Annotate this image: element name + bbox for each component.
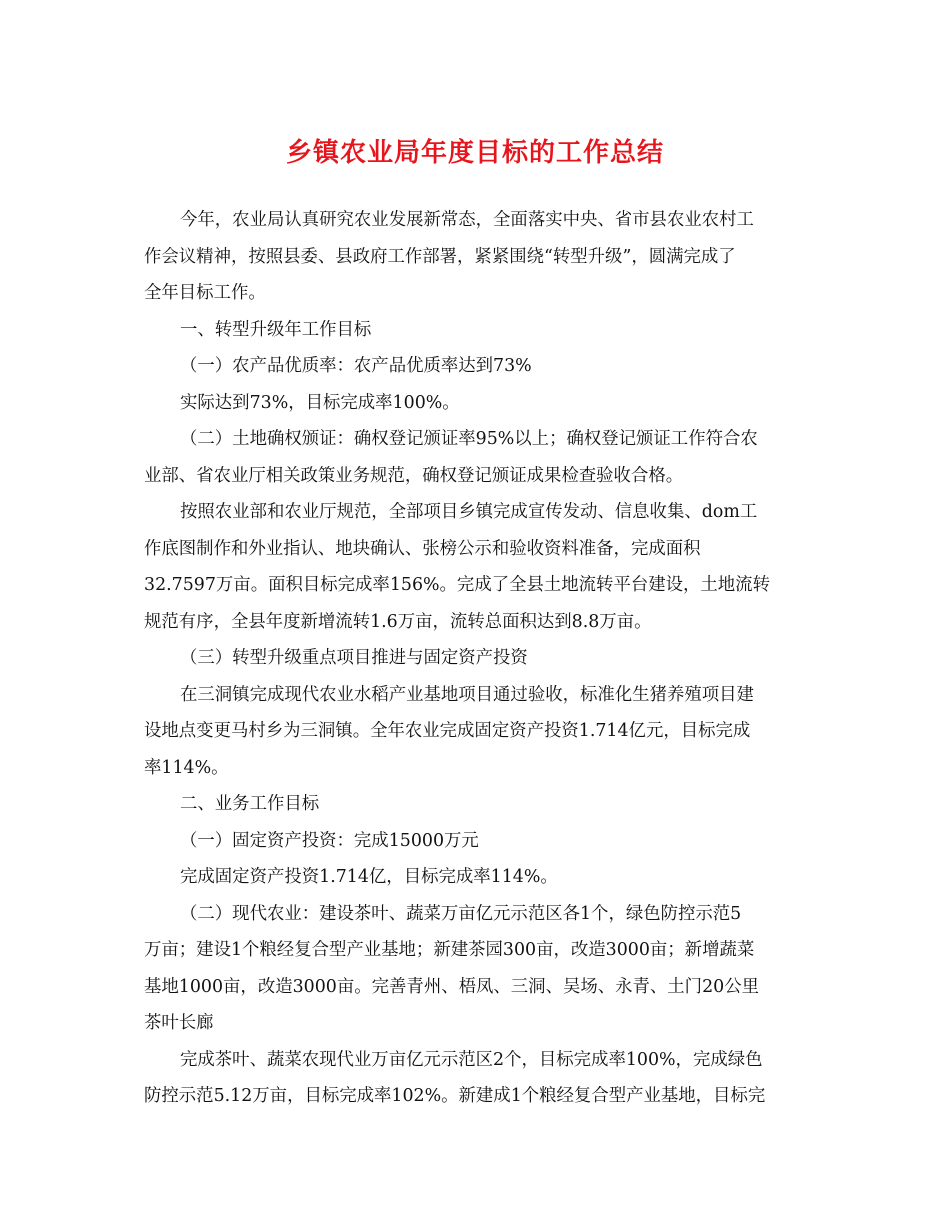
text-line: 一、转型升级年工作目标 — [180, 319, 372, 340]
text-line: （二）土地确权颁证：确权登记颁证率95%以上；确权登记颁证工作符合农 — [180, 429, 758, 449]
text-line: （一）固定资产投资：完成15000万元 — [180, 830, 479, 851]
document-body — [144, 202, 804, 1115]
text-line: （一）农产品优质率：农产品优质率达到73% — [180, 356, 532, 376]
text-line: 作底图制作和外业指认、地块确认、张榜公示和验收资料准备，完成面积 — [144, 538, 701, 559]
text-line: 全年目标工作。 — [144, 283, 266, 303]
text-line: 业部、省农业厅相关政策业务规范，确权登记颁证成果检查验收合格。 — [144, 465, 684, 486]
text-line: 今年，农业局认真研究农业发展新常态，全面落实中央、省市县农业农村工 — [180, 210, 754, 230]
document-title: 乡镇农业局年度目标的工作总结 — [285, 138, 664, 168]
text-line: （二）现代农业：建设茶叶、蔬菜万亩亿元示范区各1个，绿色防控示范5 — [180, 903, 742, 924]
text-line: 32.7597万亩。面积目标完成率156%。完成了全县土地流转平台建设，土地流转 — [144, 575, 770, 595]
text-line: 按照农业部和农业厅规范，全部项目乡镇完成宣传发动、信息收集、dom工 — [180, 502, 758, 522]
text-line: 基地1000亩，改造3000亩。完善青州、梧凤、三洞、吴场、永青、土门20公里 — [144, 976, 759, 997]
text-line: 设地点变更马村乡为三洞镇。全年农业完成固定资产投资1.714亿元，目标完成 — [144, 721, 751, 741]
text-line: 率114%。 — [144, 757, 229, 778]
text-line: 规范有序，全县年度新增流转1.6万亩，流转总面积达到8.8万亩。 — [144, 611, 652, 632]
text-line: 完成固定资产投资1.714亿，目标完成率114%。 — [180, 867, 558, 887]
text-line: 完成茶叶、蔬菜农现代业万亩亿元示范区2个，目标完成率100%，完成绿色 — [180, 1049, 763, 1070]
text-line: 在三洞镇完成现代农业水稻产业基地项目通过验收，标准化生猪养殖项目建 — [180, 684, 754, 705]
text-line: （三）转型升级重点项目推进与固定资产投资 — [180, 648, 528, 668]
text-line: 二、业务工作目标 — [180, 794, 320, 814]
text-line: 茶叶长廊 — [144, 1013, 214, 1033]
text-line: 作会议精神，按照县委、县政府工作部署，紧紧围绕“转型升级”，圆满完成了 — [144, 246, 736, 267]
text-line: 实际达到73%，目标完成率100%。 — [180, 392, 460, 413]
text-line: 防控示范5.12万亩，目标完成率102%。新建成1个粮经复合型产业基地，目标完 — [144, 1086, 766, 1106]
text-line: 万亩；建设1个粮经复合型产业基地；新建茶园300亩，改造3000亩；新增蔬菜 — [144, 940, 755, 960]
